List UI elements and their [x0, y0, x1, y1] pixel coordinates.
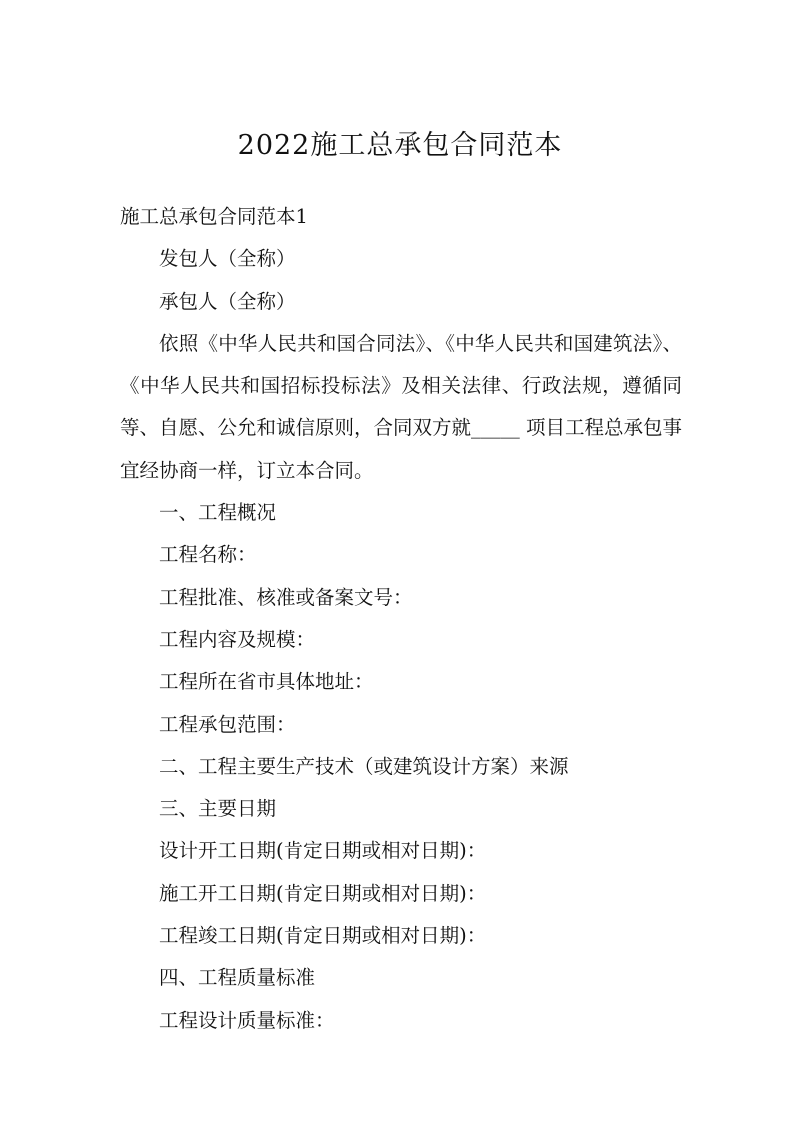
- field-scope: 工程承包范围：: [159, 712, 296, 736]
- field-address: 工程所在省市具体地址：: [159, 670, 374, 694]
- field-construction-start-date: 施工开工日期(肯定日期或相对日期)：: [159, 881, 487, 905]
- clause-heading-quality: 四、工程质量标准: [159, 966, 316, 990]
- section-heading: 施工总承包合同范本1: [120, 205, 308, 228]
- document-body: [120, 196, 682, 1042]
- field-project-name: 工程名称：: [159, 543, 257, 567]
- clause-heading-overview: 一、工程概况: [159, 501, 277, 525]
- clause-heading-dates: 三、主要日期: [159, 797, 277, 821]
- preamble-paragraph: 依照《中华人民共和国合同法》、《中华人民共和国建筑法》、《中华人民共和国招标投标法》及相关法律、行政法规，遵循同等、自愿、公允和诚信原则，合同双方就_____ 项目工程总承包事宜经协商一样，订立本合同。: [120, 331, 682, 482]
- party-employer: 发包人（全称）: [159, 247, 296, 271]
- field-design-quality-standard: 工程设计质量标准：: [159, 1008, 335, 1032]
- field-approval-number: 工程批准、核准或备案文号：: [159, 585, 413, 609]
- clause-heading-technology: 二、工程主要生产技术（或建筑设计方案）来源: [159, 754, 569, 778]
- field-design-start-date: 设计开工日期(肯定日期或相对日期)：: [159, 839, 487, 863]
- field-content-scale: 工程内容及规模：: [159, 627, 316, 651]
- field-completion-date: 工程竣工日期(肯定日期或相对日期)：: [159, 924, 487, 948]
- party-contractor: 承包人（全称）: [159, 289, 296, 313]
- document-title: 2022施工总承包合同范本: [237, 130, 563, 161]
